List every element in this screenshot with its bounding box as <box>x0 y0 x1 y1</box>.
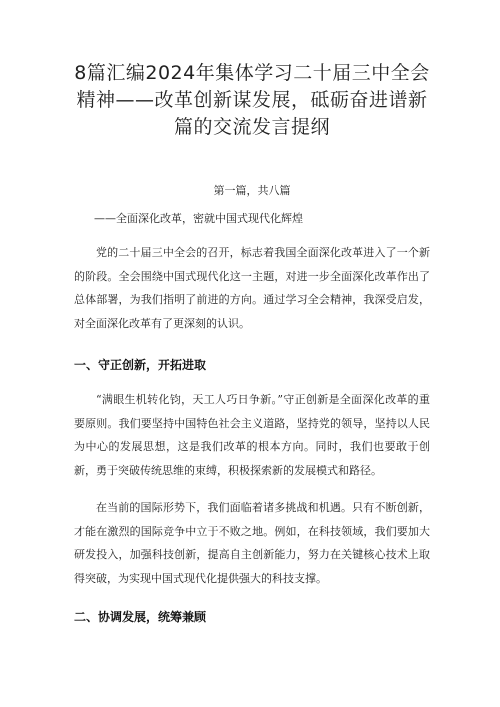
section-heading: 一、守正创新，开拓进取 <box>74 358 207 372</box>
document-title <box>74 60 430 141</box>
body-paragraph: “满眼生机转化钧，天工人巧日争新。”守正创新是全面深化改革的重要原则。我们要坚持中国特色社会主义道路，坚持党的领导，坚持以人民为中心的发展思想，这是我们改革的根本方向。同时，我们也要敢于创新，勇于突破传统思维的束缚，积极探索新的发展模式和路径。 <box>74 393 430 477</box>
article-subtitle: ——全面深化改革，密就中国式现代化辉煌 <box>94 212 303 225</box>
title-line: 8篇汇编2024年集体学习二十届三中全会 <box>74 62 430 84</box>
section-count: 第一篇，共八篇 <box>213 184 291 197</box>
section-heading: 二、协调发展，统筹兼顾 <box>74 610 207 624</box>
title-line: 精神——改革创新谋发展，砥砺奋进谱新 <box>76 89 428 111</box>
intro-paragraph: 党的二十届三中全会的召开，标志着我国全面深化改革进入了一个新的阶段。全会围绕中国式现代化这一主题，对进一步全面深化改革作出了总体部署，为我们指明了前进的方向。通过学习全会精神，我深受启发，对全面深化改革有了更深刻的认识。 <box>74 246 430 330</box>
body-paragraph: 在当前的国际形势下，我们面临着诸多挑战和机遇。只有不断创新，才能在激烈的国际竞争中立于不败之地。例如，在科技领域，我们要加大研发投入，加强科技创新，提高自主创新能力，努力在关键核心技术上取得突破，为实现中国式现代化提供强大的科技支撑。 <box>74 501 430 585</box>
title-line: 篇的交流发言提纲 <box>173 116 330 138</box>
